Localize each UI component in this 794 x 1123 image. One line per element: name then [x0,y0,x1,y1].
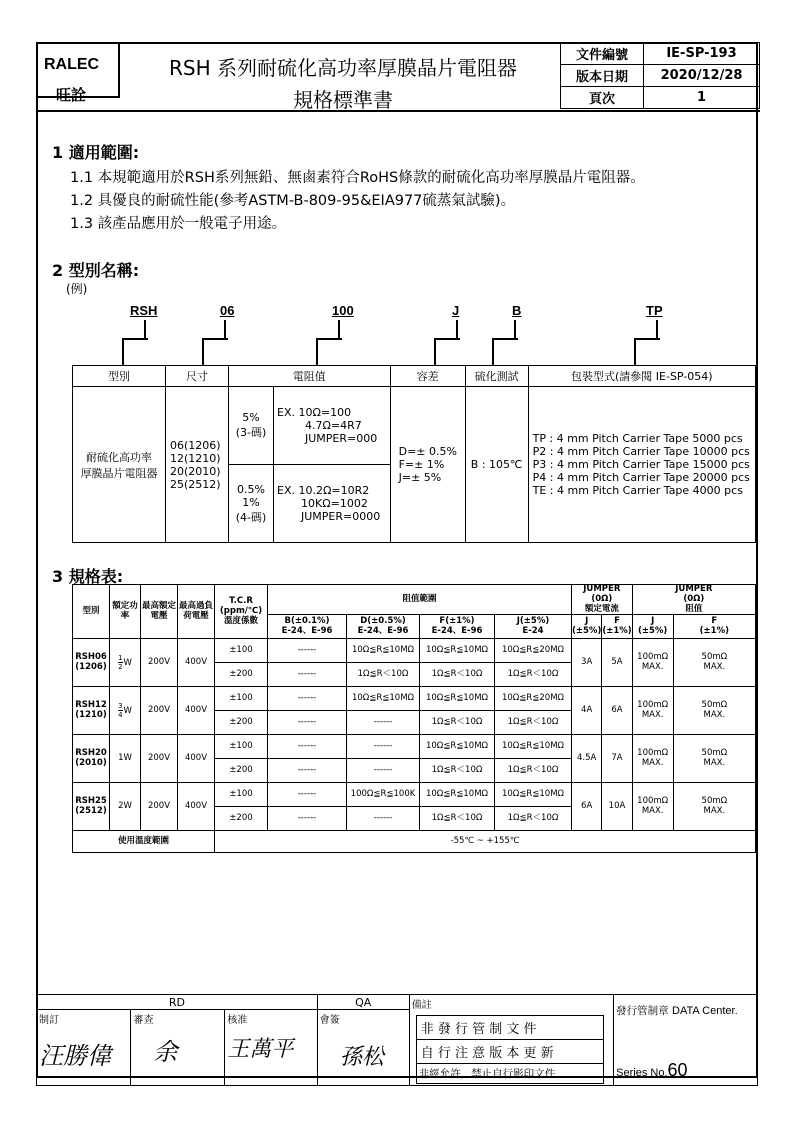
tree-connector [144,320,146,340]
row-voverload: 400V [178,735,215,783]
row-d: ------ [347,807,420,831]
power-denominator: 4 [118,711,123,720]
row-jumper-j-current: 4A [572,687,602,735]
tree-connector [122,338,148,366]
doc-no: IE-SP-193 [644,43,760,65]
review-cell [131,1010,225,1086]
code-sulfur: B [512,303,522,318]
made-label: 制訂 [39,1015,59,1027]
res-label-line: (3-碼) [235,426,267,439]
row-tcr: ±100 [215,687,268,711]
jr-line: 100mΩ [637,796,669,807]
issuance-stamp-cell [614,995,758,1086]
code-size: 06 [220,303,235,318]
fr-line: MAX. [703,757,726,768]
range-header-line: J(±5%) [516,616,550,627]
section2-title: 2 型別名稱: [52,261,140,280]
row-b: ------ [268,639,347,663]
type-line: RSH25 [75,796,107,807]
col-header-b [268,615,347,639]
sub-header-line: F [614,616,620,627]
col-header-f [420,615,495,639]
tcr-header-line: (ppm/℃) [219,605,263,616]
doc-title: RSH 系列耐硫化高功率厚膜晶片電阻器 [169,56,517,80]
sulfur-test: B : 105℃ [465,387,528,543]
jumper-header-line: (0Ω) [683,593,705,604]
col-header-f-resistance [673,615,755,639]
version-date: 2020/12/28 [644,65,760,87]
sub-header-line: F [711,616,718,627]
temp-range-label: 使用溫度範圍 [73,831,215,853]
row-jumper-f-res [673,639,755,687]
version-date-label: 版本日期 [561,65,644,87]
notice-line: 非 發 行 管 制 文 件 [417,1016,603,1040]
jumper-header-line: (0Ω) [591,593,613,604]
size-item: 06(1206) [170,438,221,452]
section1-line: 1.1 本規範適用於RSH系列無鉛、無鹵素符合RoHS條款的耐硫化高功率厚膜晶片電阻器。 [70,170,645,186]
row-vmax: 200V [141,735,178,783]
row-f: 1Ω≦R＜10Ω [420,759,495,783]
remark-cell [409,995,613,1086]
example-label: (例) [66,282,88,296]
res-example-line: JUMPER=000 [305,432,378,445]
row-j: 10Ω≦R≦10MΩ [495,783,572,807]
res-label-line: (4-碼) [235,510,267,524]
row-jumper-j-res [632,687,673,735]
row-jumper-f-res [673,735,755,783]
jumper-header-line: 阻值 [685,603,703,614]
section1-line: 1.2 具優良的耐硫性能(參考ASTM-B-809-95&EIA977硫蒸氣試驗)。 [70,193,516,209]
series-no: 60 [667,1060,688,1080]
size-list [166,387,229,543]
tcr-header-line: T.C.R [229,596,253,606]
sub-header-line: J [651,616,655,627]
row-type [73,687,110,735]
row-jumper-f-current: 5A [602,639,632,687]
col-header-sulfur: 硫化測試 [465,366,528,387]
row-d: ------ [347,759,420,783]
fr-line: 50mΩ [701,700,728,711]
series-label: Series No. [616,1067,668,1079]
size-item: 25(2512) [170,477,221,491]
tree-connector [656,320,658,340]
tree-connector [456,320,458,340]
sub-header-line: J [585,616,589,627]
fr-line: 50mΩ [701,748,728,759]
doc-no-label: 文件編號 [561,43,644,65]
jr-line: MAX. [641,709,664,720]
row-power: 2W [110,783,141,831]
col-header-jumper-current [572,585,633,615]
tree-connector [514,320,516,340]
sub-header-line: (±5%) [572,625,602,636]
jumper-header-line: 額定電流 [584,603,619,614]
row-b: ------ [268,759,347,783]
range-header-line: D(±0.5%) [360,616,406,627]
jr-line: MAX. [641,805,664,816]
row-voverload: 400V [178,687,215,735]
res-05pct-label [229,465,274,543]
row-power [110,687,141,735]
temp-row [73,831,756,853]
row-voverload: 400V [178,783,215,831]
row-f: 10Ω≦R≦10MΩ [420,639,495,663]
tree-connector [316,338,342,366]
row-f: 1Ω≦R＜10Ω [420,711,495,735]
table-row [73,783,756,807]
row-jumper-f-res [673,783,755,831]
row-j: 10Ω≦R≦10MΩ [495,735,572,759]
approval-footer [36,994,758,1086]
res-label-line: 5% [242,411,260,424]
packaging-list [528,387,755,543]
header-divider [118,44,120,96]
stamp-label: 發行管制章 [616,1005,669,1017]
sub-header-line: (±5%) [637,625,668,636]
col-header-resistance: 電阻值 [229,366,391,387]
section1-title: 1 適用範圍: [52,143,140,162]
col-header-tolerance: 容差 [390,366,465,387]
row-jumper-j-current: 3A [572,639,602,687]
notice-box [416,1015,604,1084]
power-numerator: 1 [118,654,123,663]
row-jumper-f-current: 10A [602,783,632,831]
tree-connector [634,338,660,366]
range-header-line: B(±0.1%) [284,616,330,627]
type-line: RSH20 [75,748,107,759]
jr-line: 100mΩ [637,652,669,663]
signature-made: 汪勝偉 [39,1042,111,1071]
row-d: 10Ω≦R≦10MΩ [347,687,420,711]
company-name-en: RALEC [44,56,100,73]
row-tcr: ±100 [215,639,268,663]
code-resistance: 100 [332,303,354,318]
type-line: (2010) [75,757,107,768]
row-f: 1Ω≦R＜10Ω [420,663,495,687]
res-5pct-label [229,387,274,465]
col-header-type: 型別 [73,366,166,387]
row-b: ------ [268,687,347,711]
sub-header-line: (±1%) [602,625,632,636]
type-desc-line: 厚膜晶片電阻器 [80,466,158,480]
type-line: RSH06 [75,652,107,663]
remark-label: 備註 [411,1000,432,1011]
row-vmax: 200V [141,639,178,687]
col-header-j [495,615,572,639]
col-header-max-rated-voltage: 最高額定電壓 [141,585,178,639]
type-desc-line: 耐硫化高功率 [86,450,152,464]
row-jumper-f-res [673,687,755,735]
col-header-j-resistance [632,615,673,639]
packaging-item: P3 : 4 mm Pitch Carrier Tape 15000 pcs [532,458,750,471]
made-cell [37,1010,131,1086]
approve-cell [225,1010,317,1086]
fr-line: MAX. [703,661,726,672]
power-denominator: 2 [118,663,123,672]
tree-connector [434,338,460,366]
tolerance-item: F=± 1% [398,458,445,471]
row-f: 10Ω≦R≦10MΩ [420,783,495,807]
packaging-item: TE : 4 mm Pitch Carrier Tape 4000 pcs [532,484,743,497]
approve-label: 核准 [227,1015,248,1027]
row-b: ------ [268,711,347,735]
company-name-zh: 旺詮 [56,86,87,104]
row-jumper-j-res [632,783,673,831]
doc-subtitle: 規格標準書 [293,88,393,112]
row-d: 100Ω≦R≦100K [347,783,420,807]
packaging-item: P4 : 4 mm Pitch Carrier Tape 20000 pcs [532,471,750,484]
row-f: 10Ω≦R≦10MΩ [420,735,495,759]
fr-line: MAX. [703,709,726,720]
fr-line: 50mΩ [701,796,728,807]
section3-title: 3 規格表: [52,567,124,586]
row-j: 10Ω≦R≦20MΩ [495,687,572,711]
jr-line: MAX. [641,757,664,768]
col-header-size: 尺寸 [166,366,229,387]
table-row [73,639,756,663]
col-header-d [347,615,420,639]
col-header-packaging: 包裝型式(請參閱 IE-SP-054) [528,366,755,387]
res-example-line: 10KΩ=1002 [301,497,368,510]
row-jumper-f-current: 6A [602,687,632,735]
col-header-max-overload-voltage: 最高過負荷電壓 [178,585,215,639]
row-f: 10Ω≦R≦10MΩ [420,687,495,711]
res-example-line: EX. 10Ω=100 [277,406,352,419]
row-j: 1Ω≦R＜10Ω [495,807,572,831]
type-code-table [72,365,756,543]
res-05pct-example [274,465,391,543]
section1-line: 1.3 該產品應用於一般電子用途。 [70,216,287,232]
row-tcr: ±100 [215,783,268,807]
range-header-line: E-24、E-96 [357,625,409,636]
type-line: (1210) [75,709,107,720]
row-b: ------ [268,807,347,831]
doc-info-table [560,42,760,109]
sign-cell [317,1010,409,1086]
sub-header-line: (±1%) [699,625,729,636]
row-vmax: 200V [141,783,178,831]
code-type: RSH [130,303,158,318]
row-type [73,783,110,831]
type-line: RSH12 [75,700,107,711]
row-tcr: ±200 [215,663,268,687]
table-row [73,687,756,711]
res-label-line: 0.5% [237,482,265,496]
row-d: ------ [347,735,420,759]
row-jumper-j-res [632,735,673,783]
row-j: 1Ω≦R＜10Ω [495,711,572,735]
page-label: 頁次 [561,87,644,109]
row-j: 1Ω≦R＜10Ω [495,759,572,783]
signature-review: 余 [153,1038,178,1067]
tree-connector [338,320,340,340]
power-unit: W [123,658,132,669]
row-j: 1Ω≦R＜10Ω [495,663,572,687]
row-f: 1Ω≦R＜10Ω [420,807,495,831]
row-d: 10Ω≦R≦10MΩ [347,639,420,663]
type-line: (2512) [75,805,107,816]
sign-label: 會簽 [319,1015,340,1027]
col-header-j-current [572,615,602,639]
range-header-line: E-24、E-96 [431,625,483,636]
type-line: (1206) [75,661,107,672]
packaging-item: P2 : 4 mm Pitch Carrier Tape 10000 pcs [532,445,750,458]
notice-line: 非經允許，禁止自行影印文件 [418,1068,556,1080]
jumper-header-line: JUMPER [675,584,713,594]
res-5pct-example [274,387,391,465]
code-packaging: TP [646,303,663,318]
res-label-line: 1% [242,495,260,509]
type-desc [73,387,166,543]
row-tcr: ±200 [215,759,268,783]
size-item: 20(2010) [170,464,221,478]
jumper-header-line: JUMPER [583,584,621,594]
fr-line: MAX. [703,805,726,816]
tolerance-list [390,387,465,543]
row-power: 1W [110,735,141,783]
tree-connector [492,338,518,366]
stamp-value: DATA Center. [672,1005,738,1017]
spec-table [72,584,756,853]
range-header-line: F(±1%) [439,616,475,627]
col-header-jumper-resistance [632,585,755,615]
row-tcr: ±200 [215,807,268,831]
row-b: ------ [268,735,347,759]
qa-header: QA [317,995,409,1010]
row-jumper-f-current: 7A [602,735,632,783]
row-b: ------ [268,783,347,807]
fr-line: 50mΩ [701,652,728,663]
res-example-line: 4.7Ω=4R7 [305,419,362,432]
signature-sign: 孫松 [339,1045,384,1071]
table-row [73,735,756,759]
row-tcr: ±100 [215,735,268,759]
series-number [616,1060,687,1081]
col-header-power: 額定功率 [110,585,141,639]
col-header-tcr [215,585,268,639]
notice-line: 自 行 注 意 版 本 更 新 [417,1040,603,1064]
page-no: 1 [644,87,760,109]
row-voverload: 400V [178,639,215,687]
jr-line: 100mΩ [637,700,669,711]
row-j: 10Ω≦R≦20MΩ [495,639,572,663]
range-header-line: E-24 [522,625,544,636]
page-frame [36,42,758,1078]
res-example-line: EX. 10.2Ω=10R2 [277,484,370,497]
row-type [73,639,110,687]
power-numerator: 3 [118,702,123,711]
size-item: 12(1210) [170,451,221,465]
col-header-range: 阻值範圍 [268,585,572,615]
res-example-line: JUMPER=0000 [301,510,381,523]
row-jumper-j-res [632,639,673,687]
signature-approve: 王萬平 [227,1037,294,1063]
jr-line: MAX. [641,661,664,672]
row-jumper-j-current: 4.5A [572,735,602,783]
row-power [110,639,141,687]
rd-header: RD [37,995,318,1010]
code-tolerance: J [452,303,460,318]
row-tcr: ±200 [215,711,268,735]
row-type [73,735,110,783]
tcr-header-line: 溫度係數 [223,615,258,626]
col-header-type: 型別 [73,585,110,639]
packaging-item: TP : 4 mm Pitch Carrier Tape 5000 pcs [532,432,743,445]
col-header-f-current [602,615,632,639]
row-jumper-j-current: 6A [572,783,602,831]
row-b: ------ [268,663,347,687]
range-header-line: E-24、E-96 [281,625,333,636]
tree-connector [202,338,228,366]
tolerance-item: J=± 5% [398,471,442,484]
review-label: 審查 [133,1015,154,1027]
issuance-stamp [616,1003,755,1018]
row-d: ------ [347,711,420,735]
jr-line: 100mΩ [637,748,669,759]
row-vmax: 200V [141,687,178,735]
temp-range-value: -55℃ ~ +155℃ [215,831,756,853]
tree-connector [224,320,226,340]
row-d: 1Ω≦R＜10Ω [347,663,420,687]
power-unit: W [123,706,132,717]
tolerance-item: D=± 0.5% [398,445,457,458]
